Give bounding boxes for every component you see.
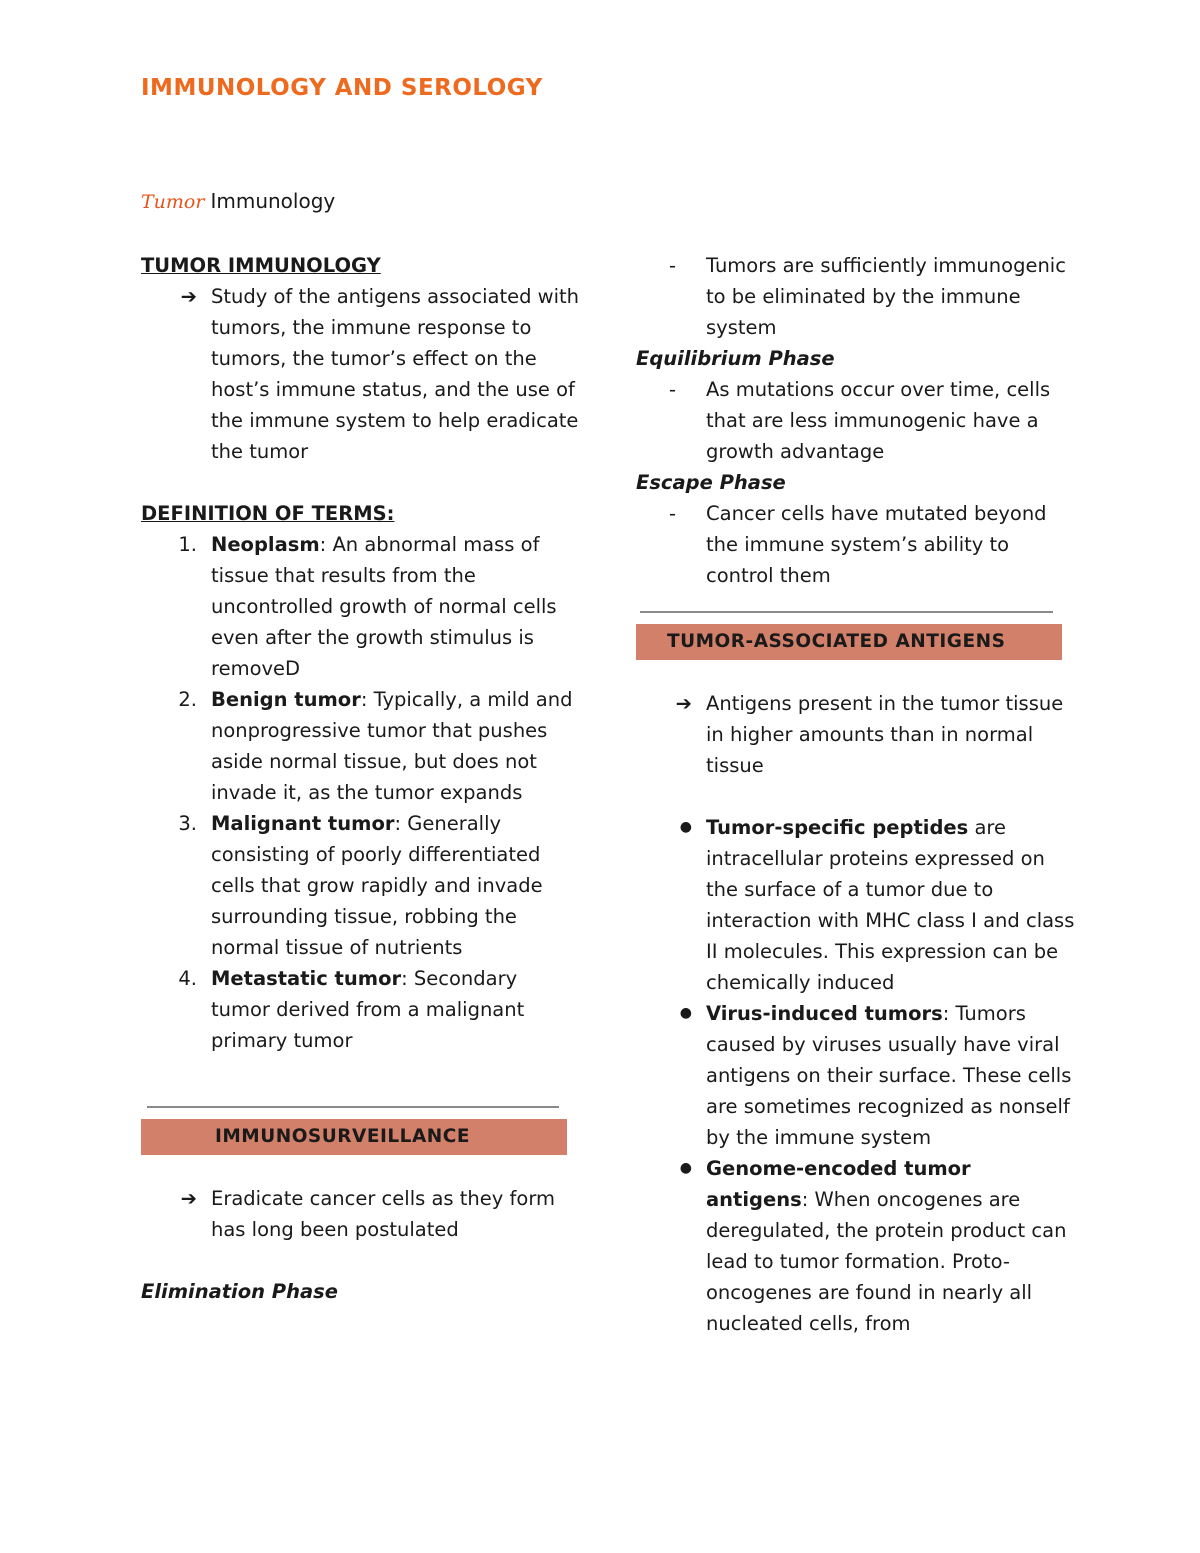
subtitle-rest: Immunology (210, 189, 336, 213)
antigen-item-genome-encoded-tumor-antigens (636, 1153, 1076, 1339)
escape-phase-heading: Escape Phase (636, 471, 786, 494)
document-title: IMMUNOLOGY AND SEROLOGY (141, 75, 543, 101)
subtitle-script-word: Tumor (141, 191, 205, 213)
dash-bullet: - (668, 502, 676, 525)
bullet-dot-icon: ● (679, 1005, 692, 1021)
list-number: 1. (178, 533, 197, 556)
tumor-immunology-heading: TUMOR IMMUNOLOGY (141, 254, 381, 277)
immunosurveillance-definition (141, 1183, 581, 1245)
list-number: 3. (178, 812, 197, 835)
list-number: 4. (178, 967, 197, 990)
left-column (141, 250, 581, 1307)
term-text: : Secondary tumor derived from a malignant primary tumor (211, 967, 525, 1052)
definition-of-terms-heading: DEFINITION OF TERMS: (141, 502, 395, 525)
term-name: Benign tumor (211, 688, 361, 711)
dash-bullet: - (668, 254, 676, 277)
antigen-text: : When oncogenes are deregulated, the protein product can lead to tumor formation. Proto-oncogenes are found in nearly all nucleated cells, from (706, 1188, 1067, 1335)
definition-text: Antigens present in the tumor tissue in higher amounts than in normal tissue (706, 692, 1064, 777)
list-number: 2. (178, 688, 197, 711)
term-name: Neoplasm (211, 533, 320, 556)
antigen-term: Virus-induced tumors (706, 1002, 943, 1025)
tumor-associated-antigens-band (636, 624, 1062, 660)
bullet-dot-icon: ● (679, 819, 692, 835)
definition-text: Study of the antigens associated with tumors, the immune response to tumors, the tumor’s effect on the host’s immune status, and the use of the immune system to help eradicate the tumor (211, 285, 580, 463)
antigen-term: Tumor-specific peptides (706, 816, 969, 839)
tumor-immunology-definition (141, 281, 581, 467)
antigen-item-virus-induced-tumors (636, 998, 1076, 1153)
antigen-text: are intracellular proteins expressed on the surface of a tumor due to interaction with MHC class I and class II molecules. This expression can be chemically induced (706, 816, 1075, 994)
antigens-definition (636, 688, 1076, 781)
band-label: IMMUNOSURVEILLANCE (215, 1126, 470, 1147)
bullet-text: Tumors are sufficiently immunogenic to be eliminated by the immune system (706, 254, 1066, 339)
equilibrium-phase-heading: Equilibrium Phase (636, 347, 835, 370)
equilibrium-bullet (636, 374, 1076, 467)
band-label: TUMOR-ASSOCIATED ANTIGENS (667, 631, 1006, 652)
term-text: : Typically, a mild and nonprogressive tumor that pushes aside normal tissue, but does not invade it, as the tumor expands (211, 688, 573, 804)
arrow-icon: ➔ (180, 285, 197, 308)
topic-subtitle (141, 186, 335, 218)
right-column (636, 250, 1076, 1339)
term-item-benign-tumor (141, 684, 581, 808)
antigen-text: : Tumors caused by viruses usually have viral antigens on their surface. These cells are sometimes recognized as nonself by the immune system (706, 1002, 1072, 1149)
bullet-text: Cancer cells have mutated beyond the immune system’s ability to control them (706, 502, 1047, 587)
antigen-term: Genome-encoded tumor antigens (706, 1157, 971, 1211)
dash-bullet: - (668, 378, 676, 401)
escape-bullet (636, 498, 1076, 591)
bullet-text: As mutations occur over time, cells that are less immunogenic have a growth advantage (706, 378, 1051, 463)
term-item-malignant-tumor (141, 808, 581, 963)
elimination-bullet (636, 250, 1076, 343)
term-text: : Generally consisting of poorly differentiated cells that grow rapidly and invade surrounding tissue, robbing the normal tissue of nutrients (211, 812, 543, 959)
term-text: : An abnormal mass of tissue that results from the uncontrolled growth of normal cells even after the growth stimulus is removeD (211, 533, 557, 680)
definition-text: Eradicate cancer cells as they form has long been postulated (211, 1187, 555, 1241)
immunosurveillance-band (141, 1119, 567, 1155)
term-name: Metastatic tumor (211, 967, 402, 990)
term-item-neoplasm (141, 529, 581, 684)
arrow-icon: ➔ (180, 1187, 197, 1210)
elimination-phase-heading: Elimination Phase (141, 1280, 338, 1303)
term-name: Malignant tumor (211, 812, 395, 835)
term-item-metastatic-tumor (141, 963, 581, 1056)
arrow-icon: ➔ (675, 692, 692, 715)
bullet-dot-icon: ● (679, 1160, 692, 1176)
antigen-item-tumor-specific-peptides (636, 812, 1076, 998)
